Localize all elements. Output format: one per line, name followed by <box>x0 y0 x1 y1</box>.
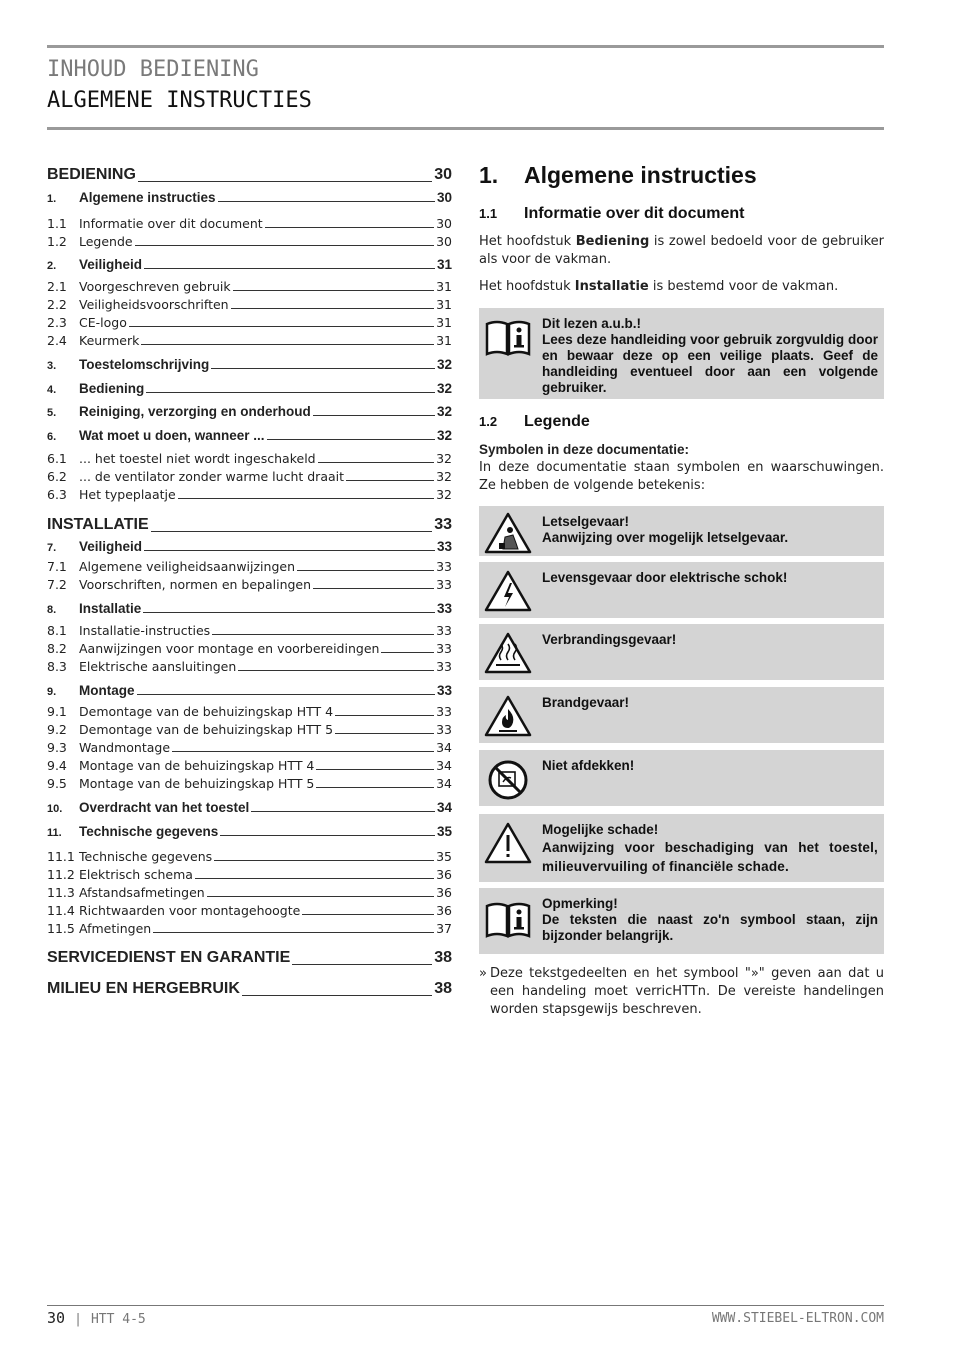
legend-description: De teksten die naast zo'n symbool staan, zijn bijzonder belangrijk. <box>542 912 878 943</box>
toc-page: 33 <box>436 683 452 698</box>
toc-leader <box>214 859 434 861</box>
toc-entry <box>47 683 452 698</box>
toc-label: Algemene veiligheidsaanwijzingen <box>79 559 295 574</box>
readme-text: Lees deze handleiding voor gebruik zorgvuldig door en bewaar deze op een veilige plaats. Geef de handleiding eventueel door aan een volgende gebruiker. <box>542 332 878 395</box>
toc-page: 37 <box>436 921 452 936</box>
paragraph-bediening <box>479 233 884 269</box>
toc-leader <box>335 714 434 716</box>
toc-number: 1.2 <box>47 234 67 249</box>
legend-item <box>479 687 884 743</box>
toc-leader <box>265 226 434 228</box>
toc-entry <box>47 740 452 755</box>
toc-number: 2.4 <box>47 333 67 348</box>
toc-number: 6.2 <box>47 469 67 484</box>
toc-label: Technische gegevens <box>79 849 213 864</box>
toc-number: 7.1 <box>47 559 67 574</box>
toc-leader <box>172 750 434 752</box>
readme-notice <box>479 308 884 399</box>
toc-label: Toestelomschrijving <box>79 357 210 372</box>
toc-entry <box>47 641 452 656</box>
symbols-text: In deze documentatie staan symbolen en waarschuwingen. Ze hebben de volgende betekenis: <box>479 460 884 493</box>
action-text: Deze tekstgedeelten en het symbool "»" geven aan dat u een handeling moet verricHTTn. De vereiste handelingen worden stapsgewijs beschreven. <box>490 966 884 1017</box>
toc-label: Montage van de behuizingskap HTT 5 <box>79 776 315 791</box>
toc-label: Richtwaarden voor montagehoogte <box>79 903 301 918</box>
legend-text <box>542 896 878 944</box>
legend-title: Brandgevaar! <box>542 695 630 710</box>
toc-page: 36 <box>436 903 452 918</box>
paragraph-text: is bestemd voor de vakman. <box>648 279 839 294</box>
toc-label: Keurmerk <box>79 333 140 348</box>
subsection-number: 1.2 <box>479 414 498 429</box>
toc-leader <box>137 693 435 695</box>
toc-page: 32 <box>436 469 452 484</box>
toc-entry <box>47 722 452 737</box>
toc-page: 35 <box>436 849 452 864</box>
toc-leader <box>143 611 435 613</box>
legend-title: Letselgevaar! <box>542 514 630 529</box>
toc-entry <box>47 428 452 443</box>
model-name: HTT 4-5 <box>90 1312 146 1327</box>
legend-item <box>479 562 884 618</box>
toc-entry <box>47 921 452 936</box>
toc-number: 2.3 <box>47 315 67 330</box>
toc-page: 32 <box>436 451 452 466</box>
toc-number: 9. <box>47 686 57 698</box>
toc-entry <box>47 849 452 864</box>
toc-label: Montage van de behuizingskap HTT 4 <box>79 758 315 773</box>
toc-label: Veiligheidsvoorschriften <box>79 297 229 312</box>
legend-title: Verbrandingsgevaar! <box>542 632 677 647</box>
toc-page: 30 <box>436 234 452 249</box>
toc-number: 11.4 <box>47 903 75 918</box>
toc-entry <box>47 487 452 502</box>
toc-page: 36 <box>436 867 452 882</box>
toc-label: Aanwijzingen voor montage en voorbereidingen <box>79 641 380 656</box>
fire-icon <box>483 693 533 739</box>
section-title: Algemene instructies <box>524 162 757 188</box>
toc-leader <box>251 810 435 812</box>
toc-leader <box>211 367 435 369</box>
toc-label: Installatie <box>79 601 142 616</box>
subsection-heading-1 <box>479 205 744 223</box>
toc-page: 36 <box>436 885 452 900</box>
toc-leader <box>297 569 434 571</box>
toc-entry <box>47 601 452 616</box>
toc-leader <box>346 479 434 481</box>
toc-page: 32 <box>436 404 452 419</box>
toc-label: Wandmontage <box>79 740 171 755</box>
legend-title: Levensgevaar door elektrische schok! <box>542 570 788 585</box>
toc-label: ... het toestel niet wordt ingeschakeld <box>79 451 316 466</box>
toc-leader <box>381 651 434 653</box>
toc-number: 9.1 <box>47 704 67 719</box>
toc-page: 38 <box>434 980 452 997</box>
toc-number: 8.2 <box>47 641 67 656</box>
toc-entry <box>47 885 452 900</box>
toc-number: 4. <box>47 384 57 396</box>
damage-warning-icon <box>483 820 533 866</box>
toc-entry <box>47 190 452 205</box>
toc-label: Informatie over dit document <box>79 216 263 231</box>
toc-page: 30 <box>434 166 452 183</box>
toc-leader <box>138 180 432 182</box>
toc-number: 8.1 <box>47 623 67 638</box>
toc-page: 34 <box>436 776 452 791</box>
toc-page: 33 <box>436 577 452 592</box>
toc-entry <box>47 758 452 773</box>
readme-title: Dit lezen a.u.b.! <box>542 316 642 331</box>
toc-label: BEDIENING <box>47 166 136 183</box>
toc-leader <box>233 289 434 291</box>
toc-page: 33 <box>436 601 452 616</box>
toc-leader <box>129 325 434 327</box>
toc-page: 33 <box>436 623 452 638</box>
toc-leader <box>218 200 435 202</box>
toc-number: 9.3 <box>47 740 67 755</box>
legend-description: Aanwijzing voor beschadiging van het toestel, milieuvervuiling of financiële schade. <box>542 840 878 874</box>
legend-text <box>542 695 878 711</box>
toc-label: CE-logo <box>79 315 127 330</box>
toc-page: 34 <box>436 740 452 755</box>
toc-entry <box>47 539 452 554</box>
paragraph-text: is zowel bedoeld voor de gebruiker als voor de vakman. <box>479 234 884 267</box>
toc-number: 7.2 <box>47 577 67 592</box>
toc-number: 5. <box>47 407 57 419</box>
paragraph-bold: Installatie <box>574 279 649 294</box>
toc-leader <box>144 549 435 551</box>
toc-page: 33 <box>436 539 452 554</box>
toc-page: 31 <box>436 257 452 272</box>
subsection-title: Legende <box>524 413 590 430</box>
toc-entry <box>47 166 452 184</box>
toc-page: 30 <box>436 216 452 231</box>
header-line-2: ALGEMENE INSTRUCTIES <box>47 88 312 113</box>
subsection-heading-2 <box>479 413 590 431</box>
toc-leader <box>335 732 434 734</box>
toc-leader <box>316 768 434 770</box>
toc-number: 7. <box>47 542 57 554</box>
legend-title: Niet afdekken! <box>542 758 635 773</box>
toc-leader <box>267 438 435 440</box>
toc-entry <box>47 469 452 484</box>
toc-leader <box>302 913 434 915</box>
toc-leader <box>195 877 434 879</box>
section-number: 1. <box>479 162 499 188</box>
toc-label: Elektrisch schema <box>79 867 193 882</box>
toc-leader <box>313 414 435 416</box>
toc-page: 33 <box>434 516 452 533</box>
footer-left <box>47 1309 146 1327</box>
legend-item <box>479 814 884 882</box>
toc-leader <box>318 461 434 463</box>
toc-entry <box>47 824 452 839</box>
toc-entry <box>47 800 452 815</box>
legend-text <box>542 632 878 648</box>
toc-leader <box>135 244 434 246</box>
header-bottom-rule <box>47 127 884 130</box>
toc-entry <box>47 623 452 638</box>
toc-label: Reiniging, verzorging en onderhoud <box>79 404 311 419</box>
toc-label: Afstandsafmetingen <box>79 885 205 900</box>
toc-leader <box>151 530 433 532</box>
toc-entry <box>47 234 452 249</box>
paragraph-installatie <box>479 278 884 296</box>
toc-number: 1. <box>47 193 57 205</box>
toc-entry <box>47 279 452 294</box>
do-not-cover-icon <box>483 756 533 802</box>
subsection-title: Informatie over dit document <box>524 205 745 222</box>
toc-leader <box>242 994 432 996</box>
toc-label: Het typeplaatje <box>79 487 176 502</box>
legend-text <box>542 514 878 546</box>
toc-leader <box>144 267 435 269</box>
hot-surface-icon <box>483 630 533 676</box>
toc-entry <box>47 867 452 882</box>
toc-entry <box>47 216 452 231</box>
toc-label: Demontage van de behuizingskap HTT 4 <box>79 704 334 719</box>
toc-number: 8.3 <box>47 659 67 674</box>
toc-number: 2.1 <box>47 279 67 294</box>
toc-label: Demontage van de behuizingskap HTT 5 <box>79 722 334 737</box>
toc-label: INSTALLATIE <box>47 516 149 533</box>
toc-page: 31 <box>436 333 452 348</box>
toc-number: 6.3 <box>47 487 67 502</box>
toc-entry <box>47 404 452 419</box>
toc-number: 11. <box>47 827 62 839</box>
toc-page: 32 <box>436 428 452 443</box>
toc-entry <box>47 516 452 534</box>
toc-leader <box>212 633 434 635</box>
header-line-1: INHOUD BEDIENING <box>47 57 259 82</box>
toc-leader <box>231 307 434 309</box>
header-top-rule <box>47 45 884 48</box>
toc-entry <box>47 659 452 674</box>
toc-page: 31 <box>436 279 452 294</box>
toc-leader <box>153 931 434 933</box>
legend-item <box>479 750 884 806</box>
action-note <box>479 965 884 1019</box>
toc-entry <box>47 315 452 330</box>
toc-page: 33 <box>436 559 452 574</box>
toc-leader <box>178 497 434 499</box>
toc-label: Bediening <box>79 381 145 396</box>
footer-rule <box>47 1305 884 1306</box>
info-book-icon <box>483 896 533 942</box>
toc-number: 11.3 <box>47 885 75 900</box>
toc-label: Installatie-instructies <box>79 623 211 638</box>
paragraph-bold: Bediening <box>575 234 650 249</box>
toc-leader <box>146 391 435 393</box>
toc-entry <box>47 257 452 272</box>
toc-number: 8. <box>47 604 57 616</box>
legend-text <box>542 570 878 586</box>
toc-page: 34 <box>436 758 452 773</box>
toc-label: Technische gegevens <box>79 824 219 839</box>
toc-label: Wat moet u doen, wanneer ... <box>79 428 265 443</box>
legend-title: Opmerking! <box>542 896 618 911</box>
toc-entry <box>47 357 452 372</box>
legend-text <box>542 758 878 774</box>
toc-number: 9.2 <box>47 722 67 737</box>
toc-entry <box>47 903 452 918</box>
toc-number: 3. <box>47 360 57 372</box>
toc-number: 2.2 <box>47 297 67 312</box>
toc-page: 32 <box>436 357 452 372</box>
toc-page: 31 <box>436 297 452 312</box>
toc-entry <box>47 451 452 466</box>
toc-leader <box>238 669 434 671</box>
toc-label: Overdracht van het toestel <box>79 800 250 815</box>
legend-item <box>479 888 884 954</box>
toc-page: 33 <box>436 704 452 719</box>
toc-label: Veiligheid <box>79 257 143 272</box>
toc-number: 2. <box>47 260 57 272</box>
toc-leader <box>220 834 435 836</box>
legend-item <box>479 506 884 556</box>
toc-leader <box>141 343 434 345</box>
toc-label: SERVICEDIENST EN GARANTIE <box>47 949 291 966</box>
toc-label: MILIEU EN HERGEBRUIK <box>47 980 240 997</box>
subsection-number: 1.1 <box>479 206 498 221</box>
info-book-icon <box>483 314 533 360</box>
toc-page: 32 <box>436 487 452 502</box>
toc-number: 11.1 <box>47 849 75 864</box>
toc-entry <box>47 381 452 396</box>
action-marker: » <box>479 966 487 981</box>
toc-entry <box>47 577 452 592</box>
toc-number: 9.4 <box>47 758 67 773</box>
toc-number: 9.5 <box>47 776 67 791</box>
paragraph-text: Het hoofdstuk <box>479 234 576 249</box>
toc-label: Voorgeschreven gebruik <box>79 279 231 294</box>
toc-leader <box>316 786 434 788</box>
symbols-heading: Symbolen in deze documentatie: <box>479 442 690 457</box>
toc-page: 33 <box>436 641 452 656</box>
toc-page: 32 <box>436 381 452 396</box>
toc-number: 1.1 <box>47 216 67 231</box>
toc-number: 6. <box>47 431 57 443</box>
toc-page: 38 <box>434 949 452 966</box>
toc-number: 11.2 <box>47 867 75 882</box>
legend-title: Mogelijke schade! <box>542 822 659 837</box>
page-number: 30 <box>47 1309 66 1327</box>
toc-entry <box>47 559 452 574</box>
paragraph-text: Het hoofdstuk <box>479 279 575 294</box>
toc-number: 10. <box>47 803 63 815</box>
toc-leader <box>292 963 432 965</box>
electric-shock-icon <box>483 568 533 614</box>
toc-page: 33 <box>436 722 452 737</box>
toc-page: 33 <box>436 659 452 674</box>
section-heading <box>479 162 757 189</box>
toc-leader <box>207 895 434 897</box>
toc-label: Elektrische aansluitingen <box>79 659 237 674</box>
legend-item <box>479 624 884 680</box>
toc-entry <box>47 704 452 719</box>
toc-entry <box>47 776 452 791</box>
toc-number: 11.5 <box>47 921 75 936</box>
toc-label: Afmetingen <box>79 921 152 936</box>
toc-entry <box>47 333 452 348</box>
toc-label: Voorschriften, normen en bepalingen <box>79 577 312 592</box>
legend-text <box>542 822 878 876</box>
toc-page: 34 <box>436 800 452 815</box>
toc-page: 35 <box>436 824 452 839</box>
toc-entry <box>47 980 452 998</box>
toc-leader <box>313 587 434 589</box>
toc-label: Montage <box>79 683 135 698</box>
legend-description: Aanwijzing over mogelijk letselgevaar. <box>542 530 789 545</box>
injury-warning-icon <box>483 510 533 556</box>
toc-label: Algemene instructies <box>79 190 216 205</box>
toc-page: 30 <box>436 190 452 205</box>
footer-website: WWW.STIEBEL-ELTRON.COM <box>711 1311 884 1326</box>
toc-label: Legende <box>79 234 133 249</box>
toc-number: 6.1 <box>47 451 67 466</box>
toc-label: ... de ventilator zonder warme lucht draait <box>79 469 345 484</box>
toc-label: Veiligheid <box>79 539 143 554</box>
footer-separator: | <box>74 1312 82 1327</box>
toc-entry <box>47 949 452 967</box>
toc-entry <box>47 297 452 312</box>
toc-page: 31 <box>436 315 452 330</box>
